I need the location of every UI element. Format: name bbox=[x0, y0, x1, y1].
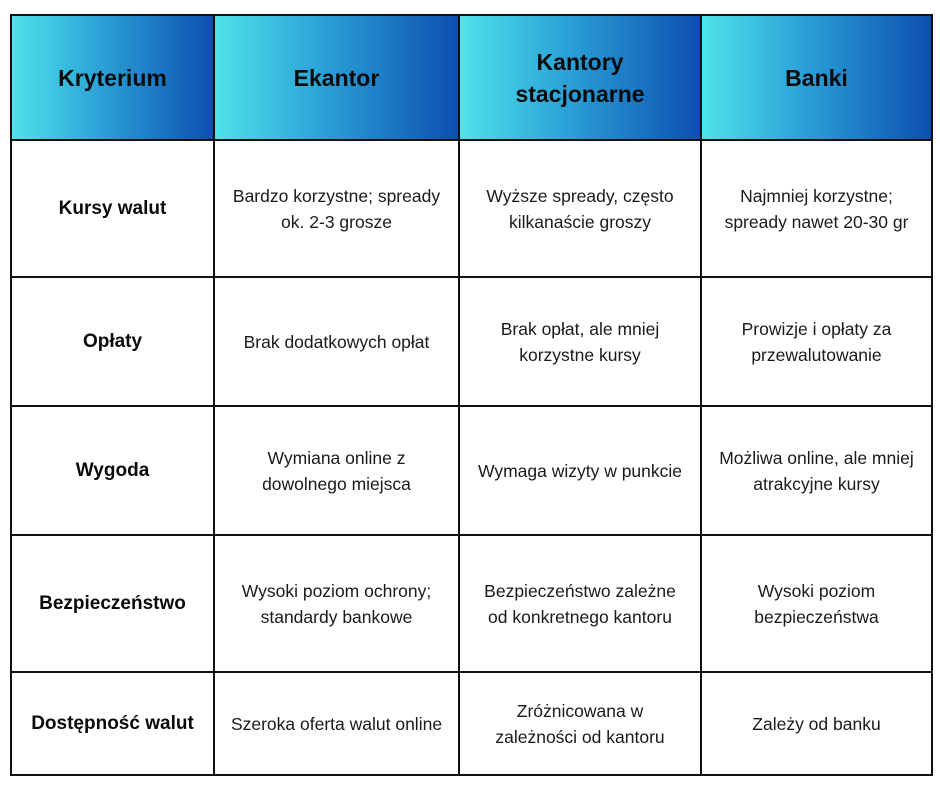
table-body bbox=[11, 140, 932, 775]
table-cell: Wyższe spready, często kilkanaście groszy bbox=[459, 140, 701, 277]
table-row bbox=[11, 672, 932, 775]
row-label: Dostępność walut bbox=[11, 672, 214, 775]
table-header bbox=[11, 15, 932, 140]
table-cell: Możliwa online, ale mniej atrakcyjne kursy bbox=[701, 406, 932, 535]
row-label: Wygoda bbox=[11, 406, 214, 535]
header-criterion bbox=[11, 15, 214, 140]
row-label: Opłaty bbox=[11, 277, 214, 406]
header-ekantor-label: Ekantor bbox=[293, 64, 380, 91]
table-cell: Bezpieczeństwo zależne od konkretnego kantoru bbox=[459, 535, 701, 672]
header-criterion-label: Kryterium bbox=[58, 64, 167, 91]
row-label: Kursy walut bbox=[11, 140, 214, 277]
header-stationary-exchange bbox=[459, 15, 701, 140]
table-row bbox=[11, 406, 932, 535]
table-row bbox=[11, 140, 932, 277]
table-cell: Wymaga wizyty w punkcie bbox=[459, 406, 701, 535]
table-cell: Zależy od banku bbox=[701, 672, 932, 775]
table-cell: Szeroka oferta walut online bbox=[214, 672, 459, 775]
comparison-table bbox=[10, 14, 933, 776]
table-cell: Brak dodatkowych opłat bbox=[214, 277, 459, 406]
table-row bbox=[11, 535, 932, 672]
header-banks-label: Banki bbox=[785, 64, 848, 91]
table-cell: Wymiana online z dowolnego miejsca bbox=[214, 406, 459, 535]
table-cell: Wysoki poziom bezpieczeństwa bbox=[701, 535, 932, 672]
header-stationary-exchange-label: Kantory stacjonarne bbox=[515, 48, 645, 107]
row-label: Bezpieczeństwo bbox=[11, 535, 214, 672]
header-ekantor bbox=[214, 15, 459, 140]
table-row bbox=[11, 277, 932, 406]
table-cell: Bardzo korzystne; spready ok. 2-3 grosze bbox=[214, 140, 459, 277]
table-cell: Prowizje i opłaty za przewalutowanie bbox=[701, 277, 932, 406]
header-banks bbox=[701, 15, 932, 140]
table-cell: Zróżnicowana w zależności od kantoru bbox=[459, 672, 701, 775]
table-cell: Najmniej korzystne; spready nawet 20-30 gr bbox=[701, 140, 932, 277]
header-row bbox=[11, 15, 932, 140]
table-cell: Brak opłat, ale mniej korzystne kursy bbox=[459, 277, 701, 406]
table-cell: Wysoki poziom ochrony; standardy bankowe bbox=[214, 535, 459, 672]
